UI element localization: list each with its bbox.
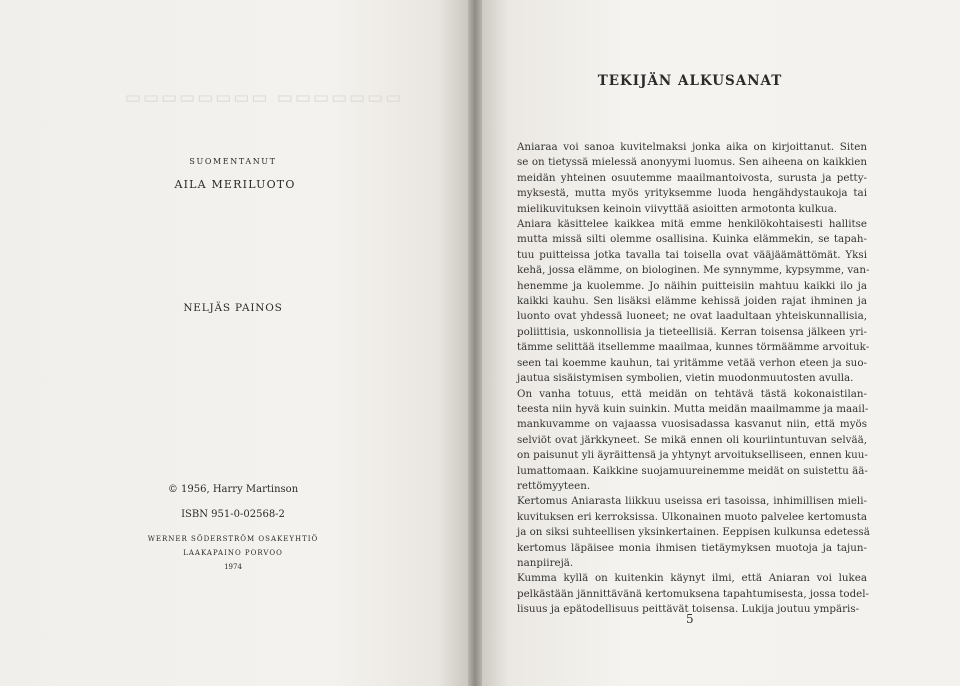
text-line: mutta missä silti olemme osallisina. Kuinka elämmekin, se tapah- — [517, 233, 867, 246]
show-through-text: ▭▭▭▭▭▭▭▭ ▭▭▭▭▭▭▭ — [125, 88, 404, 108]
page-number: 5 — [686, 612, 694, 626]
text-line: mankuvamme on vajaassa vuosisadassa kasvanut niin, että myös — [517, 418, 867, 431]
text-line: tuu puitteissa jotka tavalla tai toisella ovat vääjäämättömät. Yksi — [517, 248, 867, 261]
text-line: lumattomaan. Kaikkine suojamuureinemme meidät on suistettu ää- — [517, 464, 868, 477]
text-line: selviöt ovat järkkyneet. Se mikä ennen oli kouriintuntuvan selvää, — [517, 433, 867, 446]
isbn-line: ISBN 951-0-02568-2 — [181, 509, 285, 520]
text-line: kertomus läpäisee monia ihmisen tietäymyksen muotoja ja tajun- — [517, 541, 867, 554]
text-line: nanpiirejä. — [517, 556, 574, 569]
preface-body — [517, 140, 870, 618]
chapter-title: TEKIJÄN ALKUSANAT — [597, 73, 783, 89]
text-line: teesta niin hyvä kuin suinkin. Mutta meidän maailmamme ja maail- — [517, 402, 869, 415]
publisher-name: WERNER SÖDERSTRÖM OSAKEYHTIÖ — [147, 535, 319, 543]
text-line: mielikuvituksen keinoin viivyttää asioitten armotonta kulkua. — [517, 202, 838, 215]
text-line: se on tietyssä mielessä anonyymi luomus. Sen aiheena on kaikkien — [517, 156, 867, 169]
text-line: lisuus ja epätodellisuus peittävät toisensa. Lukija joutuu ympäris- — [517, 603, 860, 616]
text-line: seen tai koemme kauhun, tai yritämme vetää verhon eteen ja suo- — [517, 356, 867, 369]
text-line: poliittisia, uskonnollisia ja tieteellisiä. Kerran toisensa jälkeen yri- — [517, 325, 867, 338]
text-line: luonto ovat yhdessä luoneet; ne ovat laadultaan yhteiskunnallisia, — [517, 310, 867, 323]
text-line: myksestä, mutta myös yrityksemme luoda hengähdystaukoja tai — [517, 187, 867, 200]
publication-year: 1974 — [224, 563, 242, 571]
text-line: Aniara käsittelee kaikkea mitä emme henkilökohtaisesti hallitse — [517, 218, 867, 231]
printer-name: LAAKAPAINO PORVOO — [183, 549, 283, 557]
text-line: Aniaraa voi sanoa kuvitelmaksi jonka aika on kirjoittanut. Siten — [517, 141, 867, 153]
text-line: jautua sisäistymisen symbolien, vietin muodonmuutosten avulla. — [517, 372, 854, 385]
text-line: on paisunut yli äyräittensä ja yhtynyt arvoitukselliseen, ennen kuu- — [517, 449, 868, 462]
text-line: tämme selittää itsellemme maailmaa, kunnes törmäämme arvoituk- — [517, 341, 870, 354]
copyright-line: © 1956, Harry Martinson — [167, 484, 299, 495]
edition-statement: NELJÄS PAINOS — [183, 302, 283, 314]
text-line: kehä, jossa elämme, on biologinen. Me synnymme, kypsymme, van- — [517, 264, 870, 277]
text-line: henemme ja kuolemme. Jo näihin puitteisiin mahtuu kaikki ilo ja — [517, 279, 867, 292]
text-line: kuvituksen eri kerroksissa. Ulkonainen muoto palvelee kertomusta — [517, 510, 867, 523]
text-line: On vanha totuus, että meidän on tehtävä tästä kokonaistilan- — [517, 387, 867, 400]
translator-name: AILA MERILUOTO — [174, 178, 296, 191]
book-gutter — [468, 0, 482, 686]
text-line: rettömyyteen. — [517, 479, 591, 492]
text-line: meidän yhteinen osuutemme maailmantoivosta, surusta ja petty- — [517, 171, 867, 184]
text-line: Kumma kyllä on kuitenkin käynyt ilmi, että Aniaran voi lukea — [517, 572, 867, 585]
translator-label: SUOMENTANUT — [189, 157, 277, 166]
text-line: ja on siksi suhteellisen yksinkertainen. Eeppisen kulkunsa edetessä — [517, 526, 870, 539]
text-line: pelkästään jännittävänä kertomuksena tapahtumisesta, jossa todel- — [517, 587, 870, 600]
text-line: Kertomus Aniarasta liikkuu useissa eri tasoissa, inhimillisen mieli- — [517, 495, 867, 508]
text-line: kaikki kauhu. Sen lisäksi elämme kehissä joiden rajat ihminen ja — [517, 295, 867, 308]
